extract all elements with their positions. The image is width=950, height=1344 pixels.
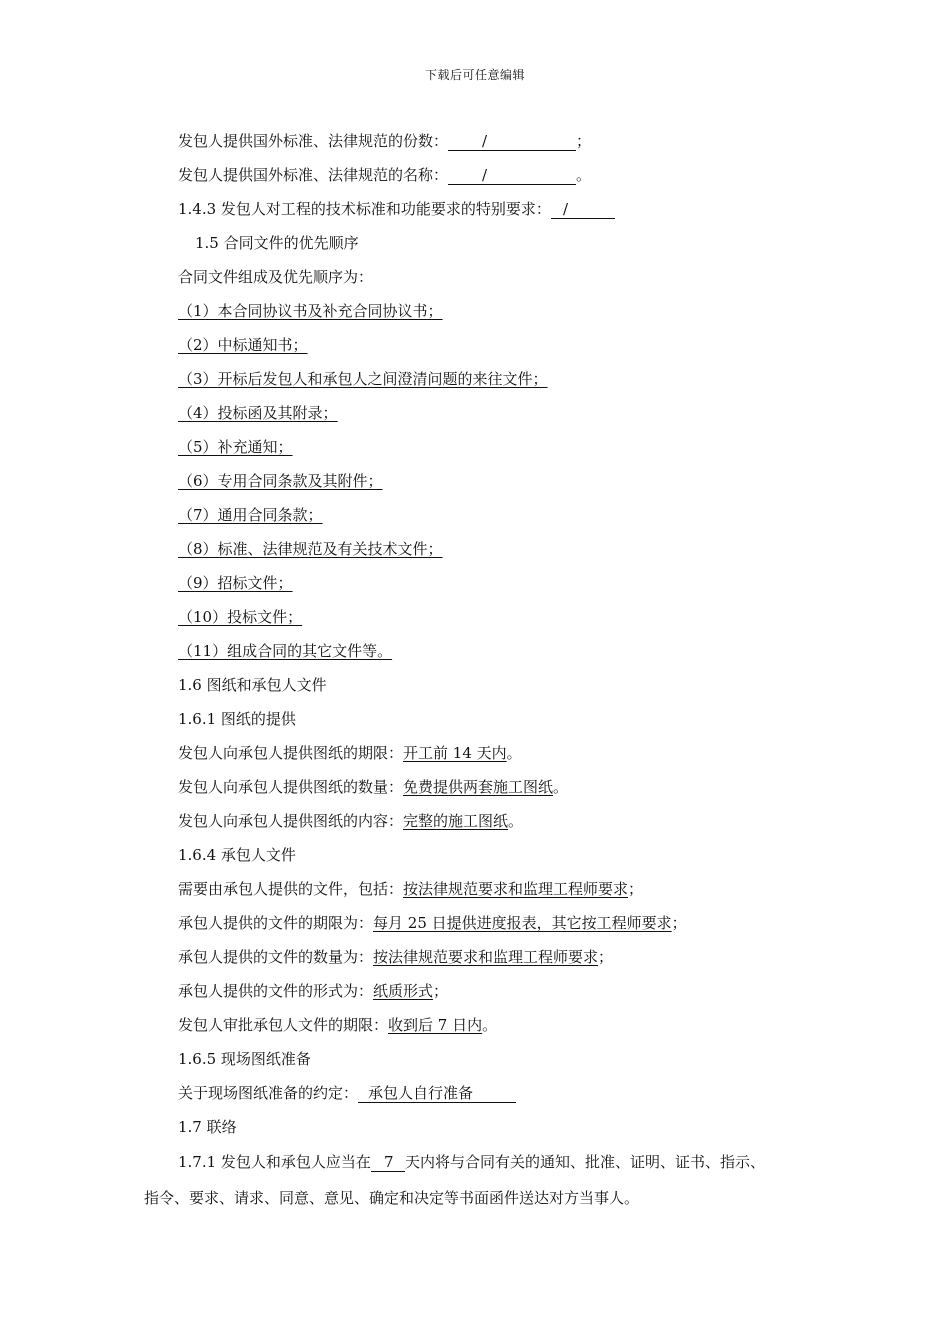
priority-item-10: （10）投标文件； — [178, 608, 303, 626]
contractor-docs-quantity-line: 承包人提供的文件的数量为：按法律规范要求和监理工程师要求； — [178, 948, 614, 966]
section-1-6-heading: 1.6 图纸和承包人文件 — [178, 676, 327, 694]
priority-item-4: （4）投标函及其附录； — [178, 404, 338, 422]
page-header: 下载后可任意编辑 — [424, 68, 525, 82]
fill-blank: / — [448, 166, 576, 185]
foreign-standards-name-line: 发包人提供国外标准、法律规范的名称： / 。 — [178, 166, 592, 184]
priority-item-7: （7）通用合同条款； — [178, 506, 323, 524]
priority-item-1: （1）本合同协议书及补充合同协议书； — [178, 302, 443, 320]
drawings-deadline-line: 发包人向承包人提供图纸的期限：开工前 14 天内。 — [178, 744, 522, 762]
drawings-deadline-value: 开工前 14 天内 — [403, 744, 507, 762]
site-drawings-line: 关于现场图纸准备的约定： 承包人自行准备 — [0, 1076, 950, 1110]
section-1-4-3: 1.4.3 发包人对工程的技术标准和功能要求的特别要求： / — [0, 192, 950, 226]
priority-item-8: （8）标准、法律规范及有关技术文件； — [178, 540, 443, 558]
section-1-7-heading: 1.7 联络 — [178, 1118, 237, 1136]
priority-intro: 合同文件组成及优先顺序为： — [178, 268, 374, 286]
section-1-6-1-heading: 1.6.1 图纸的提供 — [178, 710, 296, 728]
priority-item-2: （2）中标通知书； — [178, 336, 308, 354]
document-body — [0, 124, 950, 1216]
priority-item-5: （5）补充通知； — [178, 438, 293, 456]
drawings-content-line: 发包人向承包人提供图纸的内容：完整的施工图纸。 — [178, 812, 524, 830]
priority-item-11: （11）组成合同的其它文件等。 — [178, 642, 393, 660]
fill-blank: 7 — [371, 1153, 405, 1172]
priority-item-9: （9）招标文件； — [178, 574, 293, 592]
contractor-docs-format-line: 承包人提供的文件的形式为：纸质形式； — [178, 982, 449, 1000]
contractor-docs-deadline-line: 承包人提供的文件的期限为：每月 25 日提供进度报表，其它按工程师要求； — [178, 914, 687, 932]
contractor-docs-required-line: 需要由承包人提供的文件，包括：按法律规范要求和监理工程师要求； — [178, 880, 644, 898]
contractor-docs-approval-line: 发包人审批承包人文件的期限：收到后 7 日内。 — [178, 1016, 498, 1034]
fill-blank: 承包人自行准备 — [358, 1084, 516, 1103]
field-label: 发包人提供国外标准、法律规范的份数： — [178, 132, 449, 150]
drawings-quantity-line: 发包人向承包人提供图纸的数量：免费提供两套施工图纸。 — [178, 778, 569, 796]
priority-item-6: （6）专用合同条款及其附件； — [178, 472, 383, 490]
section-1-7-1-line: 1.7.1 发包人和承包人应当在 7 天内将与合同有关的通知、批准、证明、证书、指示、 — [178, 1153, 765, 1171]
priority-item-3: （3）开标后发包人和承包人之间澄清问题的来往文件； — [178, 370, 548, 388]
section-1-6-4-heading: 1.6.4 承包人文件 — [178, 846, 296, 864]
section-1-5-heading: 1.5 合同文件的优先顺序 — [195, 234, 359, 252]
field-label: 发包人提供国外标准、法律规范的名称： — [178, 166, 449, 184]
drawings-content-value: 完整的施工图纸 — [403, 812, 509, 830]
fill-blank: / — [448, 132, 576, 151]
fill-blank: / — [551, 200, 615, 219]
foreign-standards-count-line: 发包人提供国外标准、法律规范的份数： / ； — [178, 132, 592, 150]
section-1-6-5-heading: 1.6.5 现场图纸准备 — [178, 1050, 311, 1068]
drawings-quantity-value: 免费提供两套施工图纸 — [403, 778, 554, 796]
section-1-7-1-continuation: 指令、要求、请求、同意、意见、确定和决定等书面函件送达对方当事人。 — [144, 1189, 640, 1207]
